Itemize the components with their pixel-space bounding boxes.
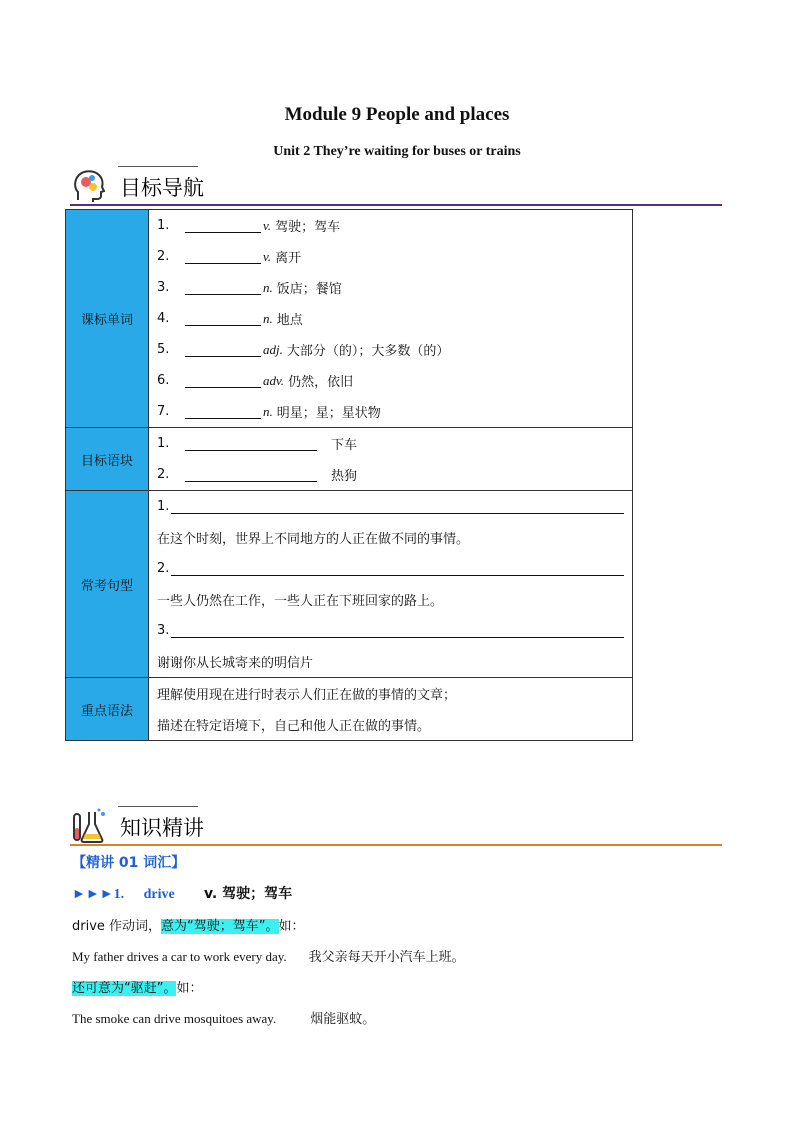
section-label: 目标导航 — [120, 176, 204, 200]
meaning: 下车 — [331, 438, 358, 453]
entry-word: drive — [143, 887, 175, 902]
sentence-blank-row — [157, 491, 624, 522]
part-of-speech: adj. — [263, 341, 283, 357]
sentence-blank-row — [157, 553, 624, 584]
entry-marker: ►►►1. — [72, 887, 125, 902]
meaning: 仍然，依旧 — [288, 375, 354, 390]
part-of-speech: adv. — [263, 372, 285, 388]
section-header-goals — [70, 166, 722, 206]
sentence-meaning: 在这个时刻，世界上不同地方的人正在做不同的事情。 — [157, 532, 470, 547]
item-number: 5. — [157, 342, 170, 357]
answer-blank[interactable] — [185, 249, 261, 264]
item-number: 3. — [157, 280, 170, 295]
list-item — [157, 365, 624, 396]
item-number: 3. — [157, 623, 170, 638]
item-number: 4. — [157, 311, 170, 326]
knowledge-heading: 【精讲 01 词汇】 — [72, 855, 186, 871]
explanation-text: drive 作动词， — [72, 919, 162, 934]
meaning: 饭店；餐馆 — [276, 282, 342, 297]
phrases-row — [66, 428, 633, 491]
list-item — [157, 241, 624, 272]
part-of-speech: v. — [263, 217, 272, 233]
list-item — [157, 272, 624, 303]
answer-blank[interactable] — [185, 467, 317, 482]
answer-blank[interactable] — [185, 280, 261, 295]
header-top-rule — [118, 166, 198, 167]
answer-blank[interactable] — [185, 373, 261, 388]
entry-pos: v. 驾驶；驾车 — [203, 886, 293, 902]
meaning: 离开 — [275, 251, 302, 266]
phrases-content — [149, 428, 633, 491]
answer-blank[interactable] — [185, 311, 261, 326]
list-item — [157, 459, 624, 490]
list-item — [157, 303, 624, 334]
item-number: 1. — [157, 499, 170, 514]
list-item — [157, 210, 624, 241]
sentence-meaning: 一些人仍然在工作，一些人正在下班回家的路上。 — [157, 594, 444, 609]
goal-table — [65, 209, 633, 741]
meaning: 大部分（的）；大多数（的） — [286, 344, 450, 359]
part-of-speech: n. — [263, 279, 273, 295]
section-header-knowledge — [70, 806, 722, 846]
category-cell: 重点语法 — [66, 678, 149, 741]
part-of-speech: v. — [263, 248, 272, 264]
sentence-meaning: 谢谢你从长城寄来的明信片 — [157, 656, 314, 671]
item-number: 1. — [157, 436, 170, 451]
sentences-row — [66, 491, 633, 678]
answer-line[interactable] — [171, 499, 624, 514]
meaning: 热狗 — [331, 469, 358, 484]
meaning: 地点 — [276, 313, 303, 328]
head-gears-icon — [70, 166, 110, 206]
page-title: Module 9 People and places — [284, 104, 510, 125]
category-cell: 常考句型 — [66, 491, 149, 678]
item-number: 2. — [157, 561, 170, 576]
grammar-line: 描述在特定语境下，自己和他人正在做的事情。 — [157, 719, 431, 734]
page-subtitle: Unit 2 They’re waiting for buses or trains — [273, 144, 521, 159]
answer-blank[interactable] — [185, 404, 261, 419]
answer-blank[interactable] — [185, 436, 317, 451]
section-rule — [70, 204, 722, 206]
vocab-row — [66, 210, 633, 428]
vocab-content — [149, 210, 633, 428]
sentences-content — [149, 491, 633, 678]
answer-blank[interactable] — [185, 342, 261, 357]
meaning: 驾驶；驾车 — [275, 220, 341, 235]
vocab-entry — [72, 883, 292, 903]
highlighted-meaning: 还可意为“驱赶”。 — [72, 981, 177, 996]
explanation-line — [72, 977, 203, 996]
category-cell: 目标语块 — [66, 428, 149, 491]
section-label: 知识精讲 — [120, 816, 204, 840]
part-of-speech: n. — [263, 310, 273, 326]
category-cell: 课标单词 — [66, 210, 149, 428]
explanation-line — [72, 915, 305, 934]
example-line — [72, 1008, 375, 1027]
item-number: 2. — [157, 467, 170, 482]
answer-line[interactable] — [171, 561, 624, 576]
grammar-line: 理解使用现在进行时表示人们正在做的事情的文章； — [157, 688, 457, 703]
item-number: 7. — [157, 404, 170, 419]
part-of-speech: n. — [263, 403, 273, 419]
highlighted-meaning: 意为“驾驶；驾车”。 — [161, 919, 279, 934]
list-item — [157, 334, 624, 365]
example-line — [72, 946, 465, 965]
grammar-content — [149, 678, 633, 741]
example-english: My father drives a car to work every day. — [72, 949, 287, 964]
explanation-text: 如： — [278, 919, 305, 934]
answer-line[interactable] — [171, 623, 624, 638]
answer-blank[interactable] — [185, 218, 261, 233]
sentence-blank-row — [157, 615, 624, 646]
grammar-row — [66, 678, 633, 741]
list-item — [157, 396, 624, 427]
example-chinese: 我父亲每天开小汽车上班。 — [308, 950, 465, 965]
example-english: The smoke can drive mosquitoes away. — [72, 1011, 277, 1026]
item-number: 1. — [157, 218, 170, 233]
meaning: 明星；星；星状物 — [276, 406, 381, 421]
list-item — [157, 428, 624, 459]
example-chinese: 烟能驱蚊。 — [310, 1012, 376, 1027]
section-rule — [70, 844, 722, 846]
header-top-rule — [118, 806, 198, 807]
explanation-text: 如： — [176, 981, 203, 996]
flask-icon — [70, 806, 110, 846]
item-number: 2. — [157, 249, 170, 264]
item-number: 6. — [157, 373, 170, 388]
